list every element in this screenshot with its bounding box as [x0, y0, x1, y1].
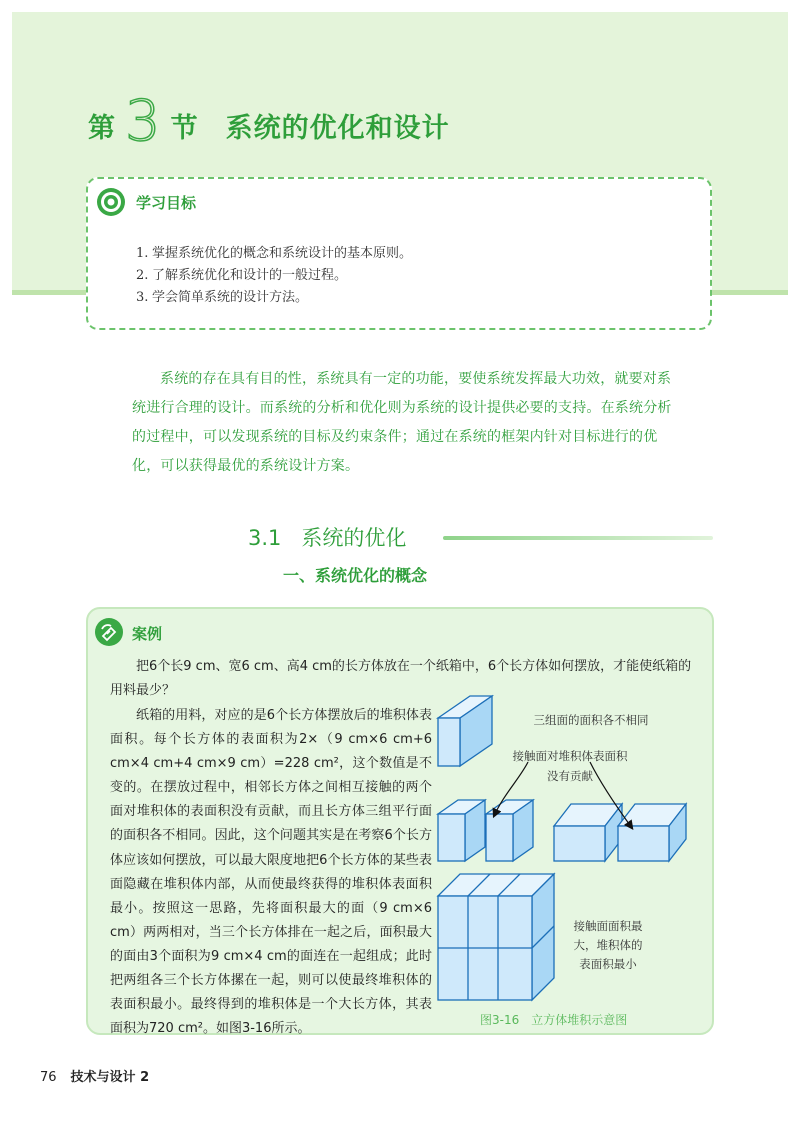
single-cuboid — [438, 696, 492, 766]
subsection-rule — [443, 536, 713, 540]
label-contact-line1: 接触面对堆积体表面积 — [512, 749, 628, 763]
contact-pair-left — [438, 800, 533, 861]
subsection-name: 系统的优化 — [301, 526, 407, 550]
learning-goals-title: 学习目标 — [136, 194, 197, 212]
case-title: 案例 — [132, 625, 163, 643]
figure-number: 图3-16 — [480, 1013, 520, 1027]
page-footer — [40, 1066, 149, 1085]
figure-caption — [480, 1011, 627, 1028]
intro-paragraph: 系统的存在具有目的性，系统具有一定的功能，要使系统发挥最大功效，就要对系统进行合理的设计。而系统的分析和优化则为系统的设计提供必要的支持。在系统分析的过程中，可以发现系统的目标及约束条件；通过在系统的框架内针对目标进行的优化，可以获得最优的系统设计方案。 — [132, 371, 672, 474]
heading-number: 3 — [125, 89, 161, 154]
label-min-line3: 表面积最小 — [579, 957, 637, 971]
page-number: 76 — [40, 1070, 57, 1085]
target-icon — [96, 187, 126, 217]
label-faces-differ: 三组面的面积各不相同 — [533, 713, 649, 727]
figure-caption-text: 立方体堆积示意图 — [531, 1013, 628, 1027]
stacked-block — [438, 874, 554, 1000]
concept-heading: 一、系统优化的概念 — [283, 566, 428, 585]
case-body: 纸箱的用料，对应的是6个长方体摆放后的堆积体表面积。每个长方体的表面积为2×（9 cm×6 cm+6 cm×4 cm+4 cm×9 cm）=228 cm²，这个数值是不变的。在摆放过程中，相邻长方体之间相互接触的两个面对堆积体的表面积没有贡献，而且长方体三组平行面的面积各不相同。因此，这个问题其实是在考察6个长方体应该如何摆放，可以最大限度地把6个长方体的某些表面隐藏在堆积体内部，从而使最终获得的堆积体表面积最小。按照这一思路，先将面积最大的面（9 cm×6 cm）两两相对，当三个长方体排在一起之后，面积最大的面由3个面积为9 cm×4 cm的面连在一起组成；此时把两组各三个长方体摞在一起，则可以使最终堆积体的表面积最小。最终得到的堆积体是一个大长方体，其表面积为720 cm²。如图3-16所示。 — [110, 708, 432, 1037]
heading-suffix: 节 — [170, 113, 198, 144]
label-min-line1: 接触面面积最 — [573, 919, 643, 933]
goal-item: 3. 学会简单系统的设计方法。 — [136, 290, 309, 305]
learning-goals-list — [136, 243, 412, 309]
goal-item: 2. 了解系统优化和设计的一般过程。 — [136, 268, 348, 283]
case-question: 把6个长9 cm、宽6 cm、高4 cm的长方体放在一个纸箱中，6个长方体如何摆放，才能使纸箱的用料最少？ — [110, 659, 692, 698]
goal-item: 1. 掌握系统优化的概念和系统设计的基本原则。 — [136, 246, 413, 261]
section-heading — [88, 88, 450, 154]
label-min-line2: 大，堆积体的 — [573, 938, 643, 952]
learning-goals-box — [86, 177, 712, 330]
case-icon — [94, 617, 124, 647]
subsection-number: 3.1 — [248, 526, 282, 550]
book-title: 技术与设计 2 — [70, 1070, 150, 1085]
contact-pair-right — [554, 804, 686, 861]
subsection-title — [248, 522, 406, 552]
label-contact-line2: 没有贡献 — [547, 769, 593, 783]
page-title: 系统的优化和设计 — [225, 113, 450, 144]
heading-prefix: 第 — [88, 113, 115, 144]
